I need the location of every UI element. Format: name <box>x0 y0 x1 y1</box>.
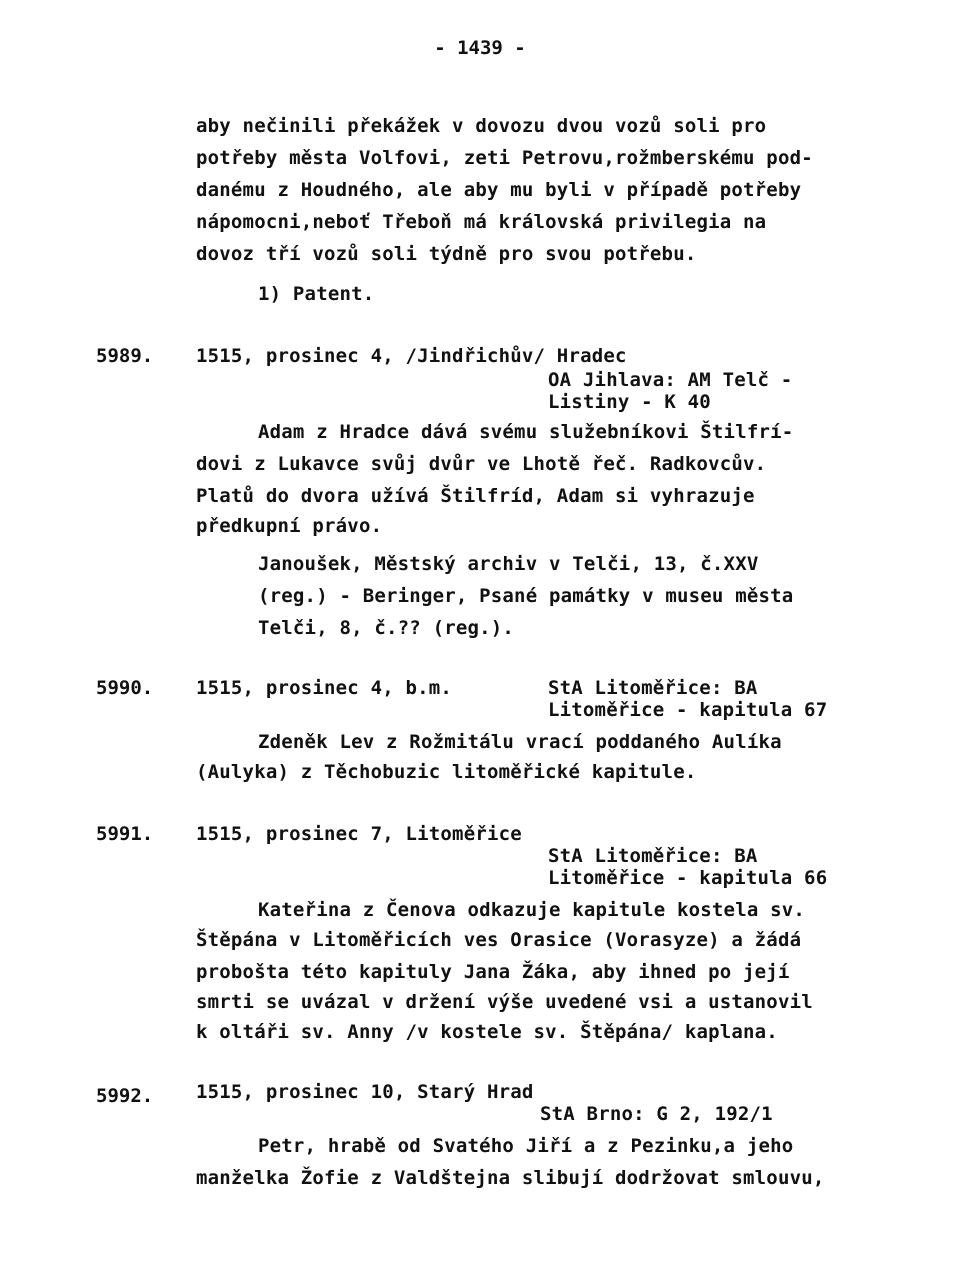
intro-line: danému z Houdného, ale aby mu byli v případě potřeby <box>196 179 802 201</box>
entry-text-line: Kateřina z Čenova odkazuje kapitule kostela sv. <box>258 899 806 921</box>
page-number: - 1439 - <box>434 37 526 59</box>
intro-line: nápomocni,neboť Třeboň má královská privilegia na <box>196 211 767 233</box>
entry-text-line: manželka Žofie z Valdštejna slibují dodržovat smlouvu, <box>196 1167 825 1189</box>
entry-text-line: dovi z Lukavce svůj dvůr ve Lhotě řeč. Radkovcův. <box>196 453 767 475</box>
entry-date-place: 1515, prosinec 4, /Jindřichův/ Hradec <box>196 345 627 367</box>
intro-line: aby nečinili překážek v dovozu dvou vozů soli pro <box>196 115 767 137</box>
entry-number: 5989. <box>96 345 154 367</box>
entry-text-line: Petr, hrabě od Svatého Jiří a z Pezinku,a jeho <box>258 1135 794 1157</box>
intro-line: potřeby města Volfovi, zeti Petrovu,rožmberskému pod- <box>196 147 813 169</box>
entry-number: 5992. <box>96 1085 154 1107</box>
entry-text-line: k oltáři sv. Anny /v kostele sv. Štěpána/ kaplana. <box>196 1021 778 1043</box>
entry-number: 5990. <box>96 677 154 699</box>
entry-source: Listiny - K 40 <box>548 391 711 413</box>
intro-line: dovoz tří vozů soli týdně pro svou potřebu. <box>196 243 697 265</box>
entry-literature: (reg.) - Beringer, Psané památky v museu města <box>258 585 794 607</box>
entry-source: Litoměřice - kapitula 67 <box>548 699 828 721</box>
entry-text-line: Adam z Hradce dává svému služebníkovi Štilfrí- <box>258 421 794 443</box>
entry-source: Litoměřice - kapitula 66 <box>548 867 828 889</box>
entry-source: StA Litoměřice: BA <box>548 845 758 867</box>
entry-number: 5991. <box>96 823 154 845</box>
entry-text-line: Štěpána v Litoměřicích ves Orasice (Vorasyze) a žádá <box>196 929 802 951</box>
entry-text-line: (Aulyka) z Těchobuzic litoměřické kapitule. <box>196 761 697 783</box>
entry-text-line: předkupní právo. <box>196 515 383 537</box>
entry-text-line: smrti se uvázal v držení výše uvedené vsi a ustanovil <box>196 991 813 1013</box>
entry-text-line: Zdeněk Lev z Rožmitálu vrací poddaného Aulíka <box>258 731 782 753</box>
entry-source: OA Jihlava: AM Telč - <box>548 369 793 391</box>
entry-text-line: probošta této kapituly Jana Žáka, aby ihned po její <box>196 961 790 983</box>
entry-date-place: 1515, prosinec 7, Litoměřice <box>196 823 522 845</box>
entry-source: StA Brno: G 2, 192/1 <box>540 1103 773 1125</box>
entry-text-line: Platů do dvora užívá Štilfríd, Adam si vyhrazuje <box>196 485 755 507</box>
entry-date-place: 1515, prosinec 4, b.m. <box>196 677 453 699</box>
footnote: 1) Patent. <box>258 283 375 305</box>
entry-literature: Telči, 8, č.?? (reg.). <box>258 617 515 639</box>
entry-source: StA Litoměřice: BA <box>548 677 758 699</box>
entry-literature: Janoušek, Městský archiv v Telči, 13, č.XXV <box>258 553 759 575</box>
entry-date-place: 1515, prosinec 10, Starý Hrad <box>196 1081 534 1103</box>
